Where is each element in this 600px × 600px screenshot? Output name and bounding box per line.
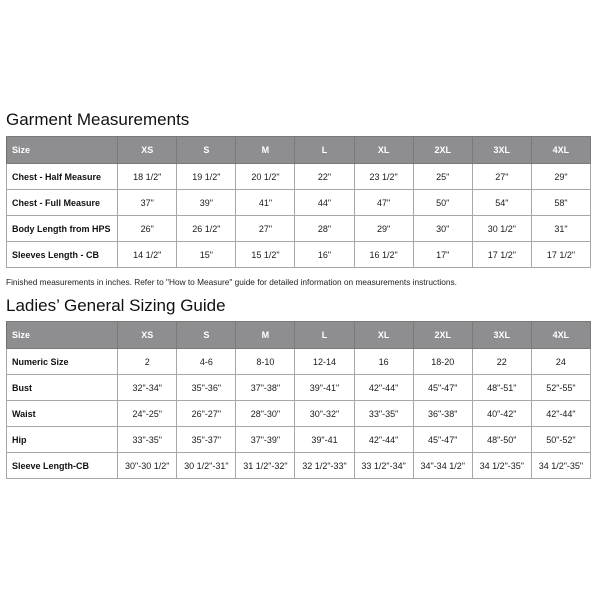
- table-cell: 33"-35": [118, 427, 177, 453]
- table-cell: 24: [531, 349, 590, 375]
- table-cell: 26": [118, 216, 177, 242]
- table-cell: 26"-27": [177, 401, 236, 427]
- table-row: [7, 349, 591, 375]
- table-cell: 50": [413, 190, 472, 216]
- row-label: Hip: [7, 427, 118, 453]
- table-cell: 39": [177, 190, 236, 216]
- row-label: Bust: [7, 375, 118, 401]
- table-cell: 27": [236, 216, 295, 242]
- table-cell: 34 1/2"-35": [472, 453, 531, 479]
- table-cell: 48"-50": [472, 427, 531, 453]
- column-header-xl: XL: [354, 322, 413, 349]
- row-label: Waist: [7, 401, 118, 427]
- table-row: [7, 453, 591, 479]
- table-row: [7, 216, 591, 242]
- table-cell: 17 1/2": [531, 242, 590, 268]
- column-header-s: S: [177, 137, 236, 164]
- table-cell: 42"-44": [531, 401, 590, 427]
- row-label: Chest - Half Measure: [7, 164, 118, 190]
- table-cell: 24"-25": [118, 401, 177, 427]
- table-cell: 44": [295, 190, 354, 216]
- table-row: [7, 401, 591, 427]
- table-cell: 26 1/2": [177, 216, 236, 242]
- table-cell: 18 1/2": [118, 164, 177, 190]
- ladies-sizing-guide-title: Ladies’ General Sizing Guide: [6, 296, 226, 315]
- table-cell: 39"-41": [295, 375, 354, 401]
- table-cell: 30"-32": [295, 401, 354, 427]
- row-label: Sleeve Length-CB: [7, 453, 118, 479]
- row-label: Body Length from HPS: [7, 216, 118, 242]
- table-cell: 16 1/2": [354, 242, 413, 268]
- column-header-xs: XS: [118, 322, 177, 349]
- table-cell: 42"-44": [354, 375, 413, 401]
- table-cell: 15 1/2": [236, 242, 295, 268]
- table-cell: 14 1/2": [118, 242, 177, 268]
- table-cell: 16": [295, 242, 354, 268]
- table-cell: 25": [413, 164, 472, 190]
- table-cell: 48"-51": [472, 375, 531, 401]
- table-cell: 27": [472, 164, 531, 190]
- table-cell: 45"-47": [413, 375, 472, 401]
- table-cell: 30"-30 1/2": [118, 453, 177, 479]
- table-cell: 32"-34": [118, 375, 177, 401]
- column-header-m: M: [236, 322, 295, 349]
- table-cell: 4-6: [177, 349, 236, 375]
- column-header-size: Size: [7, 137, 118, 164]
- table-cell: 17": [413, 242, 472, 268]
- table-cell: 35"-37": [177, 427, 236, 453]
- table-cell: 35"-36": [177, 375, 236, 401]
- column-header-4xl: 4XL: [531, 322, 590, 349]
- table-row: [7, 190, 591, 216]
- table-header-row: [7, 137, 591, 164]
- row-label: Numeric Size: [7, 349, 118, 375]
- garment-measurements-title: Garment Measurements: [6, 110, 190, 129]
- table-cell: 28": [295, 216, 354, 242]
- ladies-sizing-table: [6, 321, 591, 479]
- table-cell: 30 1/2"-31": [177, 453, 236, 479]
- table-cell: 20 1/2": [236, 164, 295, 190]
- table-cell: 2: [118, 349, 177, 375]
- table-cell: 17 1/2": [472, 242, 531, 268]
- table-cell: 45"-47": [413, 427, 472, 453]
- table-row: [7, 427, 591, 453]
- column-header-s: S: [177, 322, 236, 349]
- table-cell: 40"-42": [472, 401, 531, 427]
- table-cell: 33"-35": [354, 401, 413, 427]
- table-cell: 29": [531, 164, 590, 190]
- table-cell: 18-20: [413, 349, 472, 375]
- table-cell: 34 1/2"-35": [531, 453, 590, 479]
- table-row: [7, 242, 591, 268]
- column-header-3xl: 3XL: [472, 137, 531, 164]
- table-row: [7, 164, 591, 190]
- table-cell: 12-14: [295, 349, 354, 375]
- table-cell: 19 1/2": [177, 164, 236, 190]
- table-cell: 15": [177, 242, 236, 268]
- table-cell: 28"-30": [236, 401, 295, 427]
- table-cell: 23 1/2": [354, 164, 413, 190]
- table-cell: 52"-55": [531, 375, 590, 401]
- table-cell: 47": [354, 190, 413, 216]
- row-label: Sleeves Length - CB: [7, 242, 118, 268]
- table-cell: 22: [472, 349, 531, 375]
- table-cell: 30 1/2": [472, 216, 531, 242]
- table-cell: 39"-41: [295, 427, 354, 453]
- column-header-2xl: 2XL: [413, 322, 472, 349]
- table-row: [7, 375, 591, 401]
- column-header-size: Size: [7, 322, 118, 349]
- table-cell: 58": [531, 190, 590, 216]
- column-header-4xl: 4XL: [531, 137, 590, 164]
- table-header-row: [7, 322, 591, 349]
- row-label: Chest - Full Measure: [7, 190, 118, 216]
- table-cell: 22": [295, 164, 354, 190]
- column-header-2xl: 2XL: [413, 137, 472, 164]
- garment-measurements-table: [6, 136, 591, 268]
- column-header-xl: XL: [354, 137, 413, 164]
- table-cell: 8-10: [236, 349, 295, 375]
- table-cell: 29": [354, 216, 413, 242]
- table-cell: 37"-38": [236, 375, 295, 401]
- table-cell: 30": [413, 216, 472, 242]
- table-cell: 42"-44": [354, 427, 413, 453]
- table-cell: 41": [236, 190, 295, 216]
- table-cell: 31": [531, 216, 590, 242]
- table-cell: 32 1/2"-33": [295, 453, 354, 479]
- table-cell: 16: [354, 349, 413, 375]
- table-cell: 36"-38": [413, 401, 472, 427]
- table-cell: 54": [472, 190, 531, 216]
- table-cell: 37": [118, 190, 177, 216]
- column-header-l: L: [295, 137, 354, 164]
- column-header-xs: XS: [118, 137, 177, 164]
- table-cell: 33 1/2"-34": [354, 453, 413, 479]
- column-header-l: L: [295, 322, 354, 349]
- table-cell: 34"-34 1/2": [413, 453, 472, 479]
- column-header-m: M: [236, 137, 295, 164]
- table-cell: 31 1/2"-32": [236, 453, 295, 479]
- table-cell: 37"-39": [236, 427, 295, 453]
- measurements-note: Finished measurements in inches. Refer to "How to Measure" guide for detailed information on measurements instructions.: [6, 277, 457, 287]
- column-header-3xl: 3XL: [472, 322, 531, 349]
- table-cell: 50"-52": [531, 427, 590, 453]
